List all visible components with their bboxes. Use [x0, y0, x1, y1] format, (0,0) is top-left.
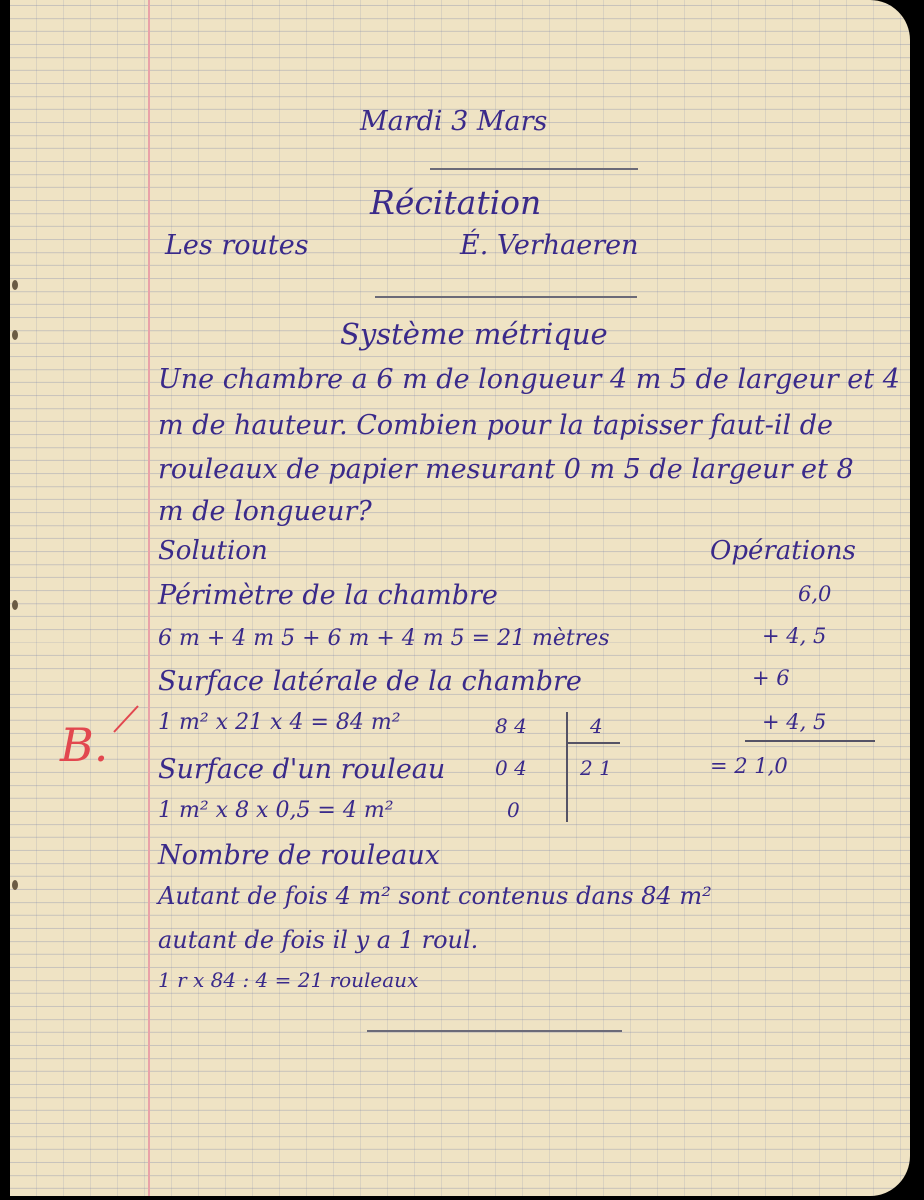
operations-heading: Opérations — [710, 536, 856, 566]
section-divider — [375, 296, 637, 298]
operation-line: + 4, 5 — [762, 624, 827, 648]
binding-hole — [12, 600, 18, 610]
solution-step: Nombre de rouleaux — [158, 840, 440, 871]
solution-step: Autant de fois 4 m² sont contenus dans 84 m² — [158, 882, 712, 910]
operation-line: + 6 — [752, 666, 790, 690]
poem-title: Les routes — [165, 230, 309, 261]
solution-step: Surface latérale de la chambre — [158, 666, 582, 697]
grade-check-mark — [110, 702, 146, 738]
closing-divider — [367, 1030, 622, 1032]
division-final-remainder: 0 — [507, 798, 520, 822]
division-horizontal-bar — [568, 742, 620, 744]
solution-step: Périmètre de la chambre — [158, 580, 498, 611]
header-divider — [430, 168, 638, 170]
recitation-heading: Récitation — [370, 183, 542, 222]
date-heading: Mardi 3 Mars — [360, 106, 548, 137]
operation-line: + 4, 5 — [762, 710, 827, 734]
division-divisor: 4 — [590, 714, 603, 738]
problem-line: m de hauteur. Combien pour la tapisser faut-il de — [158, 410, 833, 441]
poem-author: É. Verhaeren — [460, 230, 639, 261]
solution-step: 6 m + 4 m 5 + 6 m + 4 m 5 = 21 mètres — [158, 626, 610, 651]
operation-sum-bar — [745, 740, 875, 742]
solution-step: Surface d'un rouleau — [158, 754, 446, 785]
problem-line: Une chambre a 6 m de longueur 4 m 5 de largeur et 4 — [158, 364, 900, 395]
solution-heading: Solution — [158, 536, 268, 566]
division-remainder: 0 4 — [495, 756, 527, 780]
binding-hole — [12, 280, 18, 290]
problem-line: rouleaux de papier mesurant 0 m 5 de largeur et 8 — [158, 454, 854, 485]
division-quotient: 2 1 — [580, 756, 612, 780]
red-margin-line — [148, 0, 150, 1196]
binding-hole — [12, 330, 18, 340]
solution-step: 1 r x 84 : 4 = 21 rouleaux — [158, 968, 419, 992]
solution-step: 1 m² x 21 x 4 = 84 m² — [158, 710, 401, 735]
solution-step: 1 m² x 8 x 0,5 = 4 m² — [158, 798, 394, 823]
problem-line: m de longueur? — [158, 496, 372, 527]
binding-hole — [12, 880, 18, 890]
operation-line: 6,0 — [798, 582, 832, 606]
division-dividend: 8 4 — [495, 714, 527, 738]
solution-step: autant de fois il y a 1 roul. — [158, 926, 479, 954]
notebook-sheet — [10, 0, 910, 1196]
grade-mark: B. — [60, 718, 109, 772]
division-vertical-bar — [566, 712, 568, 822]
metric-system-heading: Système métrique — [340, 317, 608, 351]
operation-result: = 2 1,0 — [710, 754, 788, 778]
